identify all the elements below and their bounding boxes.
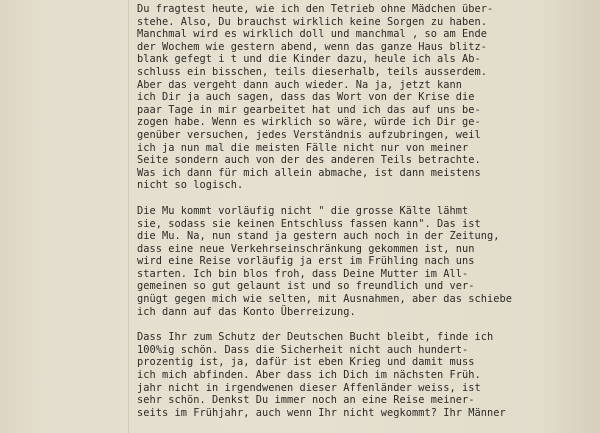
letter-line: 100%ig schön. Dass die Sicherheit nicht auch hundert-: [137, 343, 469, 356]
letter-line: nicht so logisch.: [137, 179, 244, 192]
letter-line: der Wochem wie gestern abend, wenn das ganze Haus blitz-: [137, 40, 487, 53]
letter-line: ich Dir ja auch sagen, dass das Wort von der Krise die: [137, 91, 475, 104]
letter-line: wird eine Reise vorläufig ja erst im Frühling nach uns: [137, 255, 475, 268]
letter-line: blank gefegt i t und die Kinder dazu, heule ich als Ab-: [137, 53, 481, 66]
letter-line: ich dann auf das Konto Überreizung.: [137, 305, 356, 318]
letter-line: Die Mu kommt vorläufig nicht " die grosse Kälte lähmt: [137, 204, 469, 217]
letter-line: Was ich dann für mich allein abmache, ist dann meistens: [137, 166, 481, 179]
letter-line: seits im Frühjahr, auch wenn Ihr nicht wegkommt? Ihr Männer: [137, 406, 506, 419]
letter-text: [137, 3, 592, 432]
letter-line: ich ja nun mal die meisten Fälle nicht nur von meiner: [137, 141, 469, 154]
letter-line: sie, sodass sie keinen Entschluss fassen kann". Das ist: [137, 217, 481, 230]
letter-paragraph: [137, 3, 592, 192]
letter-line: prozentig ist, ja, dafür ist eben Krieg und damit muss: [137, 356, 475, 369]
paper-crease: [128, 0, 129, 433]
letter-line: genüber versuchen, jedes Verständnis aufzubringen, weil: [137, 128, 481, 141]
letter-line: zogen habe. Wenn es wirklich so wäre, würde ich Dir ge-: [137, 116, 481, 129]
letter-line: Seite sondern auch von der des anderen Teils betrachte.: [137, 154, 481, 167]
letter-line: stehe. Also, Du brauchst wirklich keine Sorgen zu haben.: [137, 15, 487, 28]
letter-line: schluss ein bisschen, teils dieserhalb, teils ausserdem.: [137, 65, 487, 78]
letter-line: Du fragtest heute, wie ich den Tetrieb ohne Mädchen über-: [137, 3, 494, 15]
letter-line: Manchmal wird es wirklich doll und manchmal , so am Ende: [137, 28, 487, 41]
letter-paragraph: [137, 331, 592, 419]
letter-line: gnügt gegen mich wie selten, mit Ausnahmen, aber das schiebe: [137, 293, 512, 306]
letter-line: gemeinen so gut gelaunt ist und so freundlich und ver-: [137, 280, 475, 293]
letter-line: dass eine neue Verkehrseinschränkung gekommen ist, nun: [137, 242, 475, 255]
letter-line: Aber das vergeht dann auch wieder. Na ja, jetzt kann: [137, 78, 462, 91]
letter-line: sehr schön. Denkst Du immer noch an eine Reise meiner-: [137, 394, 475, 407]
letter-line: die Mu. Na, nun stand ja gestern auch noch in der Zeitung,: [137, 230, 500, 243]
letter-line: jahr nicht in irgendwenen dieser Affenländer weiss, ist: [137, 381, 481, 394]
letter-line: ich mich abfinden. Aber dass ich Dich im nächsten Früh.: [137, 369, 481, 382]
letter-line: Dass Ihr zum Schutz der Deutschen Bucht bleibt, finde ich: [137, 331, 494, 344]
letter-paragraph: [137, 205, 592, 318]
letter-line: paar Tage in mir gearbeitet hat und ich das auf uns be-: [137, 103, 481, 116]
letter-line: starten. Ich bin blos froh, dass Deine Mutter im All-: [137, 267, 469, 280]
